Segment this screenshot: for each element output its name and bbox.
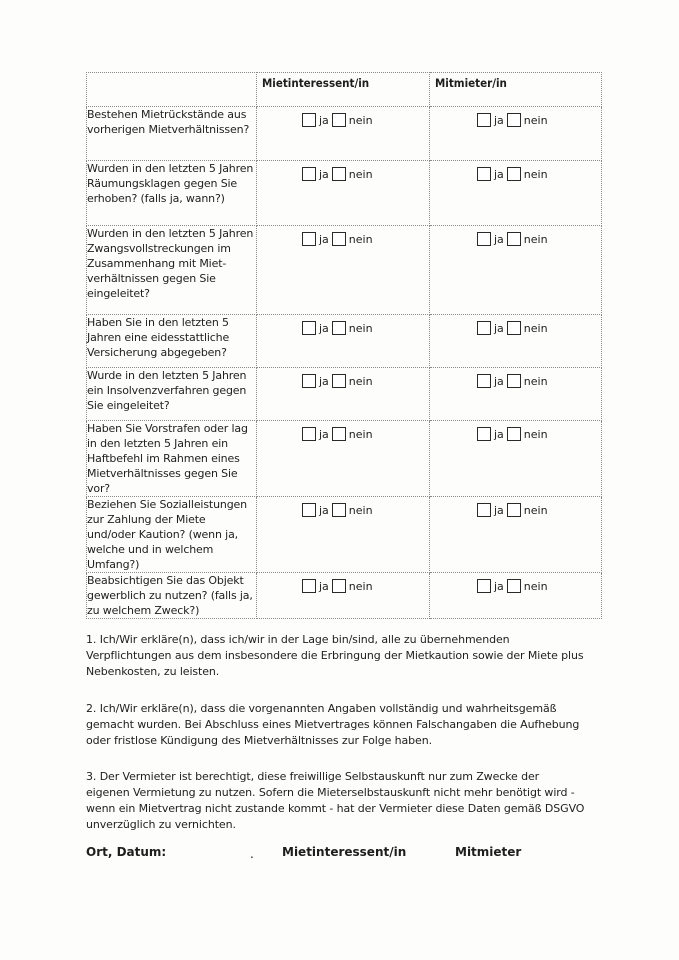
yes-no-options (430, 421, 601, 441)
header-cotenant: Mitmieter/in (430, 73, 602, 107)
cotenant-answer-cell (430, 421, 602, 497)
header-tenant: Mietinteressent/in (257, 73, 430, 107)
table-header-row (87, 73, 602, 107)
no-label: nein (523, 374, 548, 388)
yes-label: ja (494, 321, 504, 335)
questionnaire-table (86, 72, 602, 619)
no-label: nein (523, 232, 548, 246)
no-label: nein (348, 503, 373, 517)
cotenant-answer-cell (430, 573, 602, 619)
cotenant-no-checkbox[interactable] (507, 579, 521, 593)
yes-label: ja (319, 503, 329, 517)
yes-no-options (257, 421, 429, 441)
question-text: Bestehen Mietrückstände aus vorherigen Mietverhältnissen? (87, 107, 257, 161)
cotenant-answer-cell (430, 368, 602, 421)
cotenant-yes-checkbox[interactable] (477, 232, 491, 246)
yes-no-options (430, 573, 601, 593)
table-row (87, 573, 602, 619)
cotenant-no-checkbox[interactable] (507, 167, 521, 181)
yes-label: ja (494, 113, 504, 127)
yes-label: ja (319, 232, 329, 246)
yes-no-options (430, 315, 601, 335)
table-row (87, 315, 602, 368)
no-label: nein (348, 579, 373, 593)
yes-no-options (430, 161, 601, 181)
cotenant-answer-cell (430, 226, 602, 315)
declaration-paragraph-1: 1. Ich/Wir erkläre(n), dass ich/wir in der Lage bin/sind, alle zu übernehmenden Verpflichtungen aus dem insbesondere die Erbringung der Mietkaution sowie der Miete plus Nebenkosten, zu leisten. (86, 633, 584, 678)
table-row (87, 368, 602, 421)
tenant-answer-cell (257, 497, 430, 573)
cotenant-yes-checkbox[interactable] (477, 113, 491, 127)
cotenant-no-checkbox[interactable] (507, 427, 521, 441)
yes-no-options (257, 368, 429, 388)
cotenant-yes-checkbox[interactable] (477, 427, 491, 441)
header-empty-cell (87, 73, 257, 107)
cotenant-answer-cell (430, 315, 602, 368)
no-label: nein (348, 427, 373, 441)
cotenant-answer-cell (430, 497, 602, 573)
cotenant-yes-checkbox[interactable] (477, 374, 491, 388)
cotenant-no-checkbox[interactable] (507, 321, 521, 335)
tenant-yes-checkbox[interactable] (302, 374, 316, 388)
no-label: nein (348, 113, 373, 127)
cotenant-yes-checkbox[interactable] (477, 579, 491, 593)
yes-no-options (430, 497, 601, 517)
tenant-answer-cell (257, 226, 430, 315)
no-label: nein (523, 167, 548, 181)
tenant-answer-cell (257, 315, 430, 368)
yes-label: ja (494, 427, 504, 441)
table-row (87, 497, 602, 573)
no-label: nein (348, 321, 373, 335)
tenant-yes-checkbox[interactable] (302, 232, 316, 246)
no-label: nein (348, 232, 373, 246)
yes-no-options (257, 315, 429, 335)
cotenant-yes-checkbox[interactable] (477, 167, 491, 181)
signature-tenant-label: Mietinteressent/in (282, 845, 407, 859)
yes-label: ja (494, 503, 504, 517)
declaration-paragraph-2: 2. Ich/Wir erkläre(n), dass die vorgenannten Angaben vollständig und wahrheitsgemäß gemacht wurden. Bei Abschluss eines Mietvertrages können Falschangaben die Aufhebung oder fristlose Kündigung des Mietverhältnisses zur Folge haben. (86, 702, 580, 747)
yes-no-options (430, 226, 601, 246)
yes-label: ja (319, 167, 329, 181)
yes-no-options (257, 107, 429, 127)
yes-label: ja (319, 113, 329, 127)
yes-label: ja (319, 427, 329, 441)
cotenant-yes-checkbox[interactable] (477, 503, 491, 517)
question-text: Wurden in den letzten 5 Jahren Zwangsvollstreckungen im Zusammenhang mit Miet-verhältnissen gegen Sie eingeleitet? (87, 226, 257, 315)
cotenant-answer-cell (430, 161, 602, 226)
cotenant-no-checkbox[interactable] (507, 503, 521, 517)
signature-cotenant-label: Mitmieter (455, 845, 522, 859)
yes-label: ja (319, 321, 329, 335)
tenant-no-checkbox[interactable] (332, 167, 346, 181)
tenant-no-checkbox[interactable] (332, 374, 346, 388)
tenant-no-checkbox[interactable] (332, 232, 346, 246)
cotenant-no-checkbox[interactable] (507, 374, 521, 388)
yes-label: ja (494, 167, 504, 181)
tenant-no-checkbox[interactable] (332, 427, 346, 441)
tenant-yes-checkbox[interactable] (302, 579, 316, 593)
tenant-yes-checkbox[interactable] (302, 503, 316, 517)
tenant-no-checkbox[interactable] (332, 579, 346, 593)
yes-no-options (430, 368, 601, 388)
tenant-yes-checkbox[interactable] (302, 321, 316, 335)
yes-label: ja (494, 579, 504, 593)
tenant-answer-cell (257, 161, 430, 226)
yes-label: ja (494, 374, 504, 388)
signature-dot: . (250, 847, 254, 861)
tenant-no-checkbox[interactable] (332, 503, 346, 517)
yes-label: ja (494, 232, 504, 246)
tenant-no-checkbox[interactable] (332, 113, 346, 127)
tenant-yes-checkbox[interactable] (302, 113, 316, 127)
question-text: Wurden in den letzten 5 Jahren Räumungsklagen gegen Sie erhoben? (falls ja, wann?) (87, 161, 257, 226)
yes-label: ja (319, 579, 329, 593)
no-label: nein (348, 374, 373, 388)
no-label: nein (523, 113, 548, 127)
table-row (87, 161, 602, 226)
signature-place-date-label: Ort, Datum: (86, 845, 167, 859)
table-row (87, 107, 602, 161)
table-row (87, 226, 602, 315)
tenant-answer-cell (257, 368, 430, 421)
yes-no-options (257, 573, 429, 593)
yes-no-options (430, 107, 601, 127)
cotenant-yes-checkbox[interactable] (477, 321, 491, 335)
no-label: nein (523, 503, 548, 517)
question-text: Wurde in den letzten 5 Jahren ein Insolvenzverfahren gegen Sie eingeleitet? (87, 368, 257, 421)
yes-no-options (257, 226, 429, 246)
table-row (87, 421, 602, 497)
yes-label: ja (319, 374, 329, 388)
question-text: Haben Sie in den letzten 5 Jahren eine eidesstattliche Versicherung abgegeben? (87, 315, 257, 368)
cotenant-no-checkbox[interactable] (507, 232, 521, 246)
yes-no-options (257, 497, 429, 517)
tenant-answer-cell (257, 573, 430, 619)
no-label: nein (523, 579, 548, 593)
no-label: nein (523, 427, 548, 441)
tenant-answer-cell (257, 421, 430, 497)
question-text: Beziehen Sie Sozialleistungen zur Zahlung der Miete und/oder Kaution? (wenn ja, welche und in welchem Umfang?) (87, 497, 257, 573)
cotenant-no-checkbox[interactable] (507, 113, 521, 127)
cotenant-answer-cell (430, 107, 602, 161)
tenant-yes-checkbox[interactable] (302, 427, 316, 441)
no-label: nein (348, 167, 373, 181)
question-text: Haben Sie Vorstrafen oder lag in den letzten 5 Jahren ein Haftbefehl im Rahmen eines Mietverhältnisses gegen Sie vor? (87, 421, 257, 497)
tenant-yes-checkbox[interactable] (302, 167, 316, 181)
yes-no-options (257, 161, 429, 181)
tenant-no-checkbox[interactable] (332, 321, 346, 335)
declaration-paragraph-3: 3. Der Vermieter ist berechtigt, diese freiwillige Selbstauskunft nur zum Zwecke der eigenen Vermietung zu nutzen. Sofern die Mieterselbstauskunft nicht mehr benötigt wird - wenn ein Mietvertrag nicht zustande kommt - hat der Vermieter diese Daten gemäß DSGVO unverzüglich zu vernichten. (86, 770, 585, 831)
tenant-answer-cell (257, 107, 430, 161)
no-label: nein (523, 321, 548, 335)
question-text: Beabsichtigen Sie das Objekt gewerblich zu nutzen? (falls ja, zu welchem Zweck?) (87, 573, 257, 619)
